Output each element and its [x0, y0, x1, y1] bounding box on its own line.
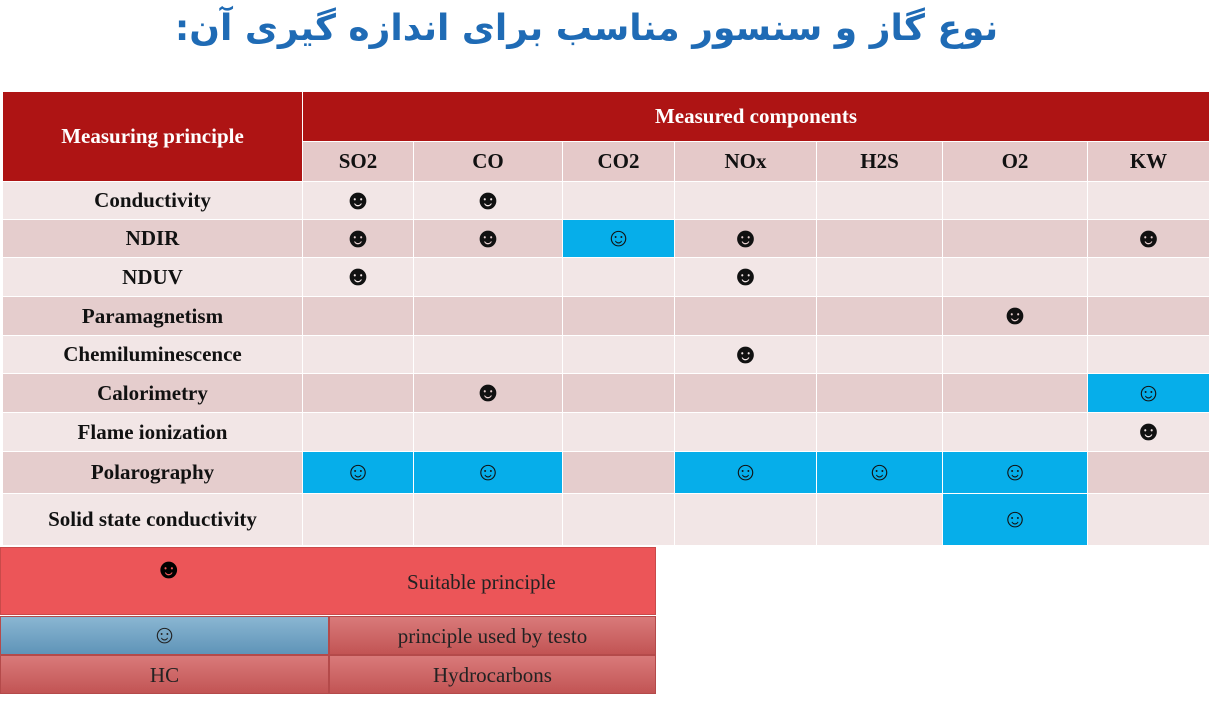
table-cell: [563, 182, 675, 220]
table-row: [3, 336, 1210, 374]
principle-label: Polarography: [3, 452, 303, 494]
table-row: [3, 258, 1210, 297]
table-row: [3, 220, 1210, 258]
column-header-co2: CO2: [563, 142, 675, 182]
table-cell: [817, 336, 943, 374]
table-cell: [675, 336, 817, 374]
outline-smiley-icon: ☺: [344, 457, 372, 486]
outline-smiley-icon: ☺: [151, 620, 178, 649]
table-cell: [817, 220, 943, 258]
table-cell: [817, 413, 943, 452]
table-cell: [563, 374, 675, 413]
table-cell: [1088, 494, 1210, 546]
table-cell: [563, 494, 675, 546]
table-cell: [414, 336, 563, 374]
table-cell: [303, 374, 414, 413]
gas-sensor-table: [2, 91, 1210, 546]
table-cell: [563, 336, 675, 374]
table-row: [3, 374, 1210, 413]
filled-smiley-icon: ☻: [1133, 222, 1164, 254]
table-cell: [1088, 374, 1210, 413]
legend-suitable-label: Suitable principle: [407, 570, 556, 594]
table-cell: [943, 297, 1088, 336]
principle-label: Chemiluminescence: [3, 336, 303, 374]
table-cell: [1088, 452, 1210, 494]
column-header-so2: SO2: [303, 142, 414, 182]
table-cell: [817, 258, 943, 297]
table-cell: [1088, 413, 1210, 452]
principle-label: Solid state conductivity: [3, 494, 303, 546]
table-cell: [1088, 297, 1210, 336]
table-cell: [943, 374, 1088, 413]
table-cell: [303, 258, 414, 297]
table-cell: [303, 413, 414, 452]
table-row: [3, 413, 1210, 452]
filled-smiley-icon: ☻: [730, 338, 761, 370]
table-cell: [675, 220, 817, 258]
table-cell: [943, 452, 1088, 494]
measured-components-header: Measured components: [303, 92, 1210, 142]
table-cell: [414, 258, 563, 297]
table-cell: [817, 494, 943, 546]
table-cell: [943, 413, 1088, 452]
slide-title: نوع گاز و سنسور مناسب برای اندازه گیری آن:: [174, 8, 999, 49]
table-cell: [675, 494, 817, 546]
principle-label: Flame ionization: [3, 413, 303, 452]
table-row: [3, 182, 1210, 220]
outline-smiley-icon: ☺: [1001, 504, 1029, 533]
filled-smiley-icon: ☻: [343, 261, 373, 292]
legend-testo-symbol-cell: [0, 616, 329, 655]
outline-smiley-icon: ☺: [866, 457, 893, 486]
outline-smiley-icon: ☺: [1001, 457, 1029, 486]
table-cell: [563, 413, 675, 452]
outline-smiley-icon: ☺: [1135, 377, 1162, 407]
column-header-o2: O2: [943, 142, 1088, 182]
table-cell: [414, 374, 563, 413]
legend-suitable-row: [0, 547, 656, 615]
table-cell: [1088, 258, 1210, 297]
table-cell: [563, 220, 675, 258]
filled-smiley-icon: ☻: [343, 222, 373, 254]
table-cell: [414, 452, 563, 494]
column-header-h2s: H2S: [817, 142, 943, 182]
filled-smiley-icon: ☻: [473, 377, 503, 408]
table-cell: [675, 413, 817, 452]
column-header-co: CO: [414, 142, 563, 182]
table-cell: [303, 297, 414, 336]
table-cell: [943, 336, 1088, 374]
principle-label: Conductivity: [3, 182, 303, 220]
outline-smiley-icon: ☺: [474, 457, 502, 486]
principle-label: Paramagnetism: [3, 297, 303, 336]
table-cell: [414, 182, 563, 220]
table-cell: [563, 258, 675, 297]
table-cell: [943, 494, 1088, 546]
legend-hc-full: Hydrocarbons: [329, 655, 656, 694]
table-cell: [1088, 220, 1210, 258]
table-cell: [414, 413, 563, 452]
table-cell: [414, 297, 563, 336]
table-cell: [943, 182, 1088, 220]
filled-smiley-icon: ☻: [1000, 300, 1030, 331]
table-cell: [943, 220, 1088, 258]
filled-smiley-icon: ☻: [730, 222, 761, 254]
table-row: [3, 452, 1210, 494]
table-cell: [675, 258, 817, 297]
legend-hc-abbr: HC: [0, 655, 329, 694]
table-cell: [563, 452, 675, 494]
legend-testo-label: principle used by testo: [329, 616, 656, 655]
table-row: [3, 297, 1210, 336]
table-cell: [303, 494, 414, 546]
filled-smiley-icon: ☻: [473, 184, 503, 216]
table-cell: [817, 452, 943, 494]
column-header-kw: KW: [1088, 142, 1210, 182]
table-cell: [303, 220, 414, 258]
table-cell: [1088, 336, 1210, 374]
table-row: [3, 494, 1210, 546]
column-header-nox: NOx: [675, 142, 817, 182]
table-cell: [1088, 182, 1210, 220]
table-cell: [303, 336, 414, 374]
table-cell: [303, 452, 414, 494]
filled-smiley-icon: ☻: [1133, 416, 1164, 447]
principle-label: NDUV: [3, 258, 303, 297]
table-cell: [303, 182, 414, 220]
legend-testo-row: [0, 616, 656, 655]
table-cell: [817, 374, 943, 413]
table-cell: [414, 494, 563, 546]
table-cell: [675, 182, 817, 220]
table-cell: [563, 297, 675, 336]
legend-hc-row: [0, 655, 656, 694]
filled-smiley-icon: ☻: [343, 184, 373, 216]
filled-smiley-icon: ☻: [473, 222, 503, 254]
table-cell: [414, 220, 563, 258]
table-cell: [675, 297, 817, 336]
table-cell: [675, 374, 817, 413]
table-cell: [943, 258, 1088, 297]
principle-label: Calorimetry: [3, 374, 303, 413]
principle-label: NDIR: [3, 220, 303, 258]
table-cell: [675, 452, 817, 494]
table-cell: [817, 182, 943, 220]
filled-smiley-icon: ☻: [154, 554, 184, 585]
filled-smiley-icon: ☻: [730, 261, 761, 292]
outline-smiley-icon: ☺: [732, 457, 759, 486]
table-cell: [817, 297, 943, 336]
outline-smiley-icon: ☺: [605, 223, 632, 252]
measuring-principle-header: Measuring principle: [3, 92, 303, 182]
